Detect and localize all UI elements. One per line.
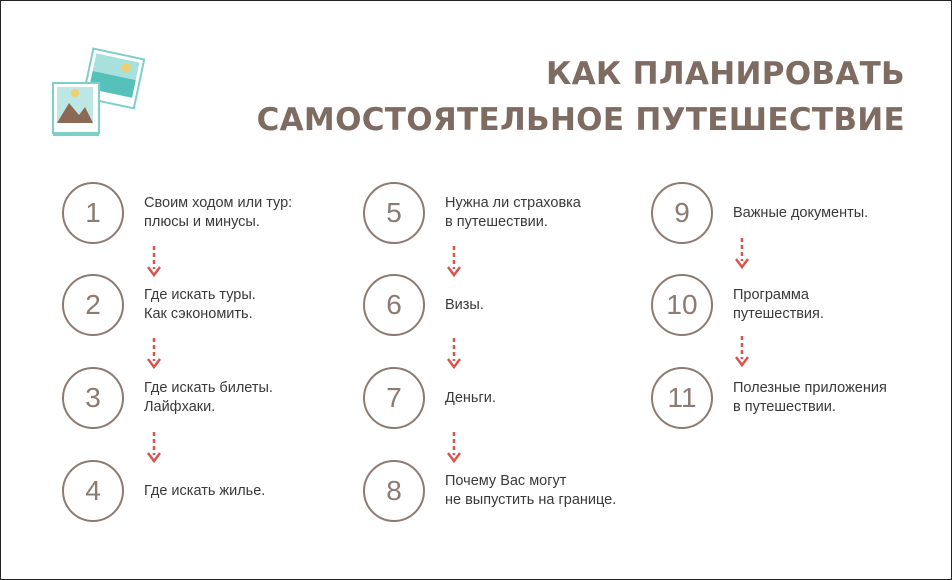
step-label-line: Визы.: [445, 296, 484, 313]
step-label: [144, 286, 256, 324]
step-label-line: Где искать билеты.: [144, 380, 273, 396]
step-label: [445, 389, 496, 408]
step-label-line: Лайфхаки.: [144, 399, 216, 415]
step-7[interactable]: [363, 367, 496, 429]
arrow-down-icon: [446, 337, 462, 371]
step-8[interactable]: [363, 460, 616, 522]
step-number: 3: [62, 367, 124, 429]
step-label: [733, 204, 868, 223]
step-10[interactable]: [651, 274, 824, 336]
arrow-down-icon: [146, 337, 162, 371]
step-label-line: Важные документы.: [733, 204, 869, 221]
step-number: 9: [651, 182, 713, 244]
photos-icon: [49, 45, 145, 141]
step-label-line: Нужна ли страховка: [445, 195, 581, 211]
step-label-line: Почему Вас могут: [445, 473, 567, 489]
step-label: [144, 482, 265, 501]
step-11[interactable]: [651, 367, 887, 429]
step-label: [733, 379, 887, 417]
step-label-line: плюсы и минусы.: [144, 214, 260, 230]
step-label-line: в путешествии.: [445, 214, 548, 230]
step-label-line: в путешествии.: [733, 399, 836, 415]
step-label: [733, 286, 824, 324]
step-6[interactable]: [363, 274, 484, 336]
step-label: [144, 379, 273, 417]
step-label-line: Где искать жилье.: [144, 482, 266, 499]
step-label: [445, 472, 616, 510]
page-title: [257, 51, 905, 143]
step-label: [144, 194, 292, 232]
arrow-down-icon: [734, 237, 750, 271]
step-label: [445, 194, 581, 232]
title-line-2: САМОСТОЯТЕЛЬНОЕ ПУТЕШЕСТВИЕ: [256, 102, 905, 138]
step-1[interactable]: [62, 182, 292, 244]
step-number: 7: [363, 367, 425, 429]
step-number: 4: [62, 460, 124, 522]
step-label-line: Своим ходом или тур:: [144, 195, 293, 211]
step-label-line: Полезные приложения: [733, 380, 887, 396]
step-5[interactable]: [363, 182, 581, 244]
step-number: 2: [62, 274, 124, 336]
title-line-1: КАК ПЛАНИРОВАТЬ: [545, 56, 905, 92]
step-number: 6: [363, 274, 425, 336]
step-label-line: Как сэкономить.: [144, 306, 253, 322]
step-number: 11: [651, 367, 713, 429]
arrow-down-icon: [446, 431, 462, 465]
step-label-line: Деньги.: [445, 389, 496, 406]
step-label: [445, 296, 484, 315]
step-9[interactable]: [651, 182, 868, 244]
step-number: 8: [363, 460, 425, 522]
step-number: 5: [363, 182, 425, 244]
step-number: 1: [62, 182, 124, 244]
step-3[interactable]: [62, 367, 273, 429]
step-number: 10: [651, 274, 713, 336]
arrow-down-icon: [146, 245, 162, 279]
arrow-down-icon: [734, 335, 750, 369]
arrow-down-icon: [146, 431, 162, 465]
step-4[interactable]: [62, 460, 265, 522]
step-label-line: Где искать туры.: [144, 287, 256, 303]
step-label-line: Программа: [733, 287, 809, 303]
step-2[interactable]: [62, 274, 256, 336]
step-label-line: не выпустить на границе.: [445, 492, 617, 508]
arrow-down-icon: [446, 245, 462, 279]
step-label-line: путешествия.: [733, 306, 824, 322]
